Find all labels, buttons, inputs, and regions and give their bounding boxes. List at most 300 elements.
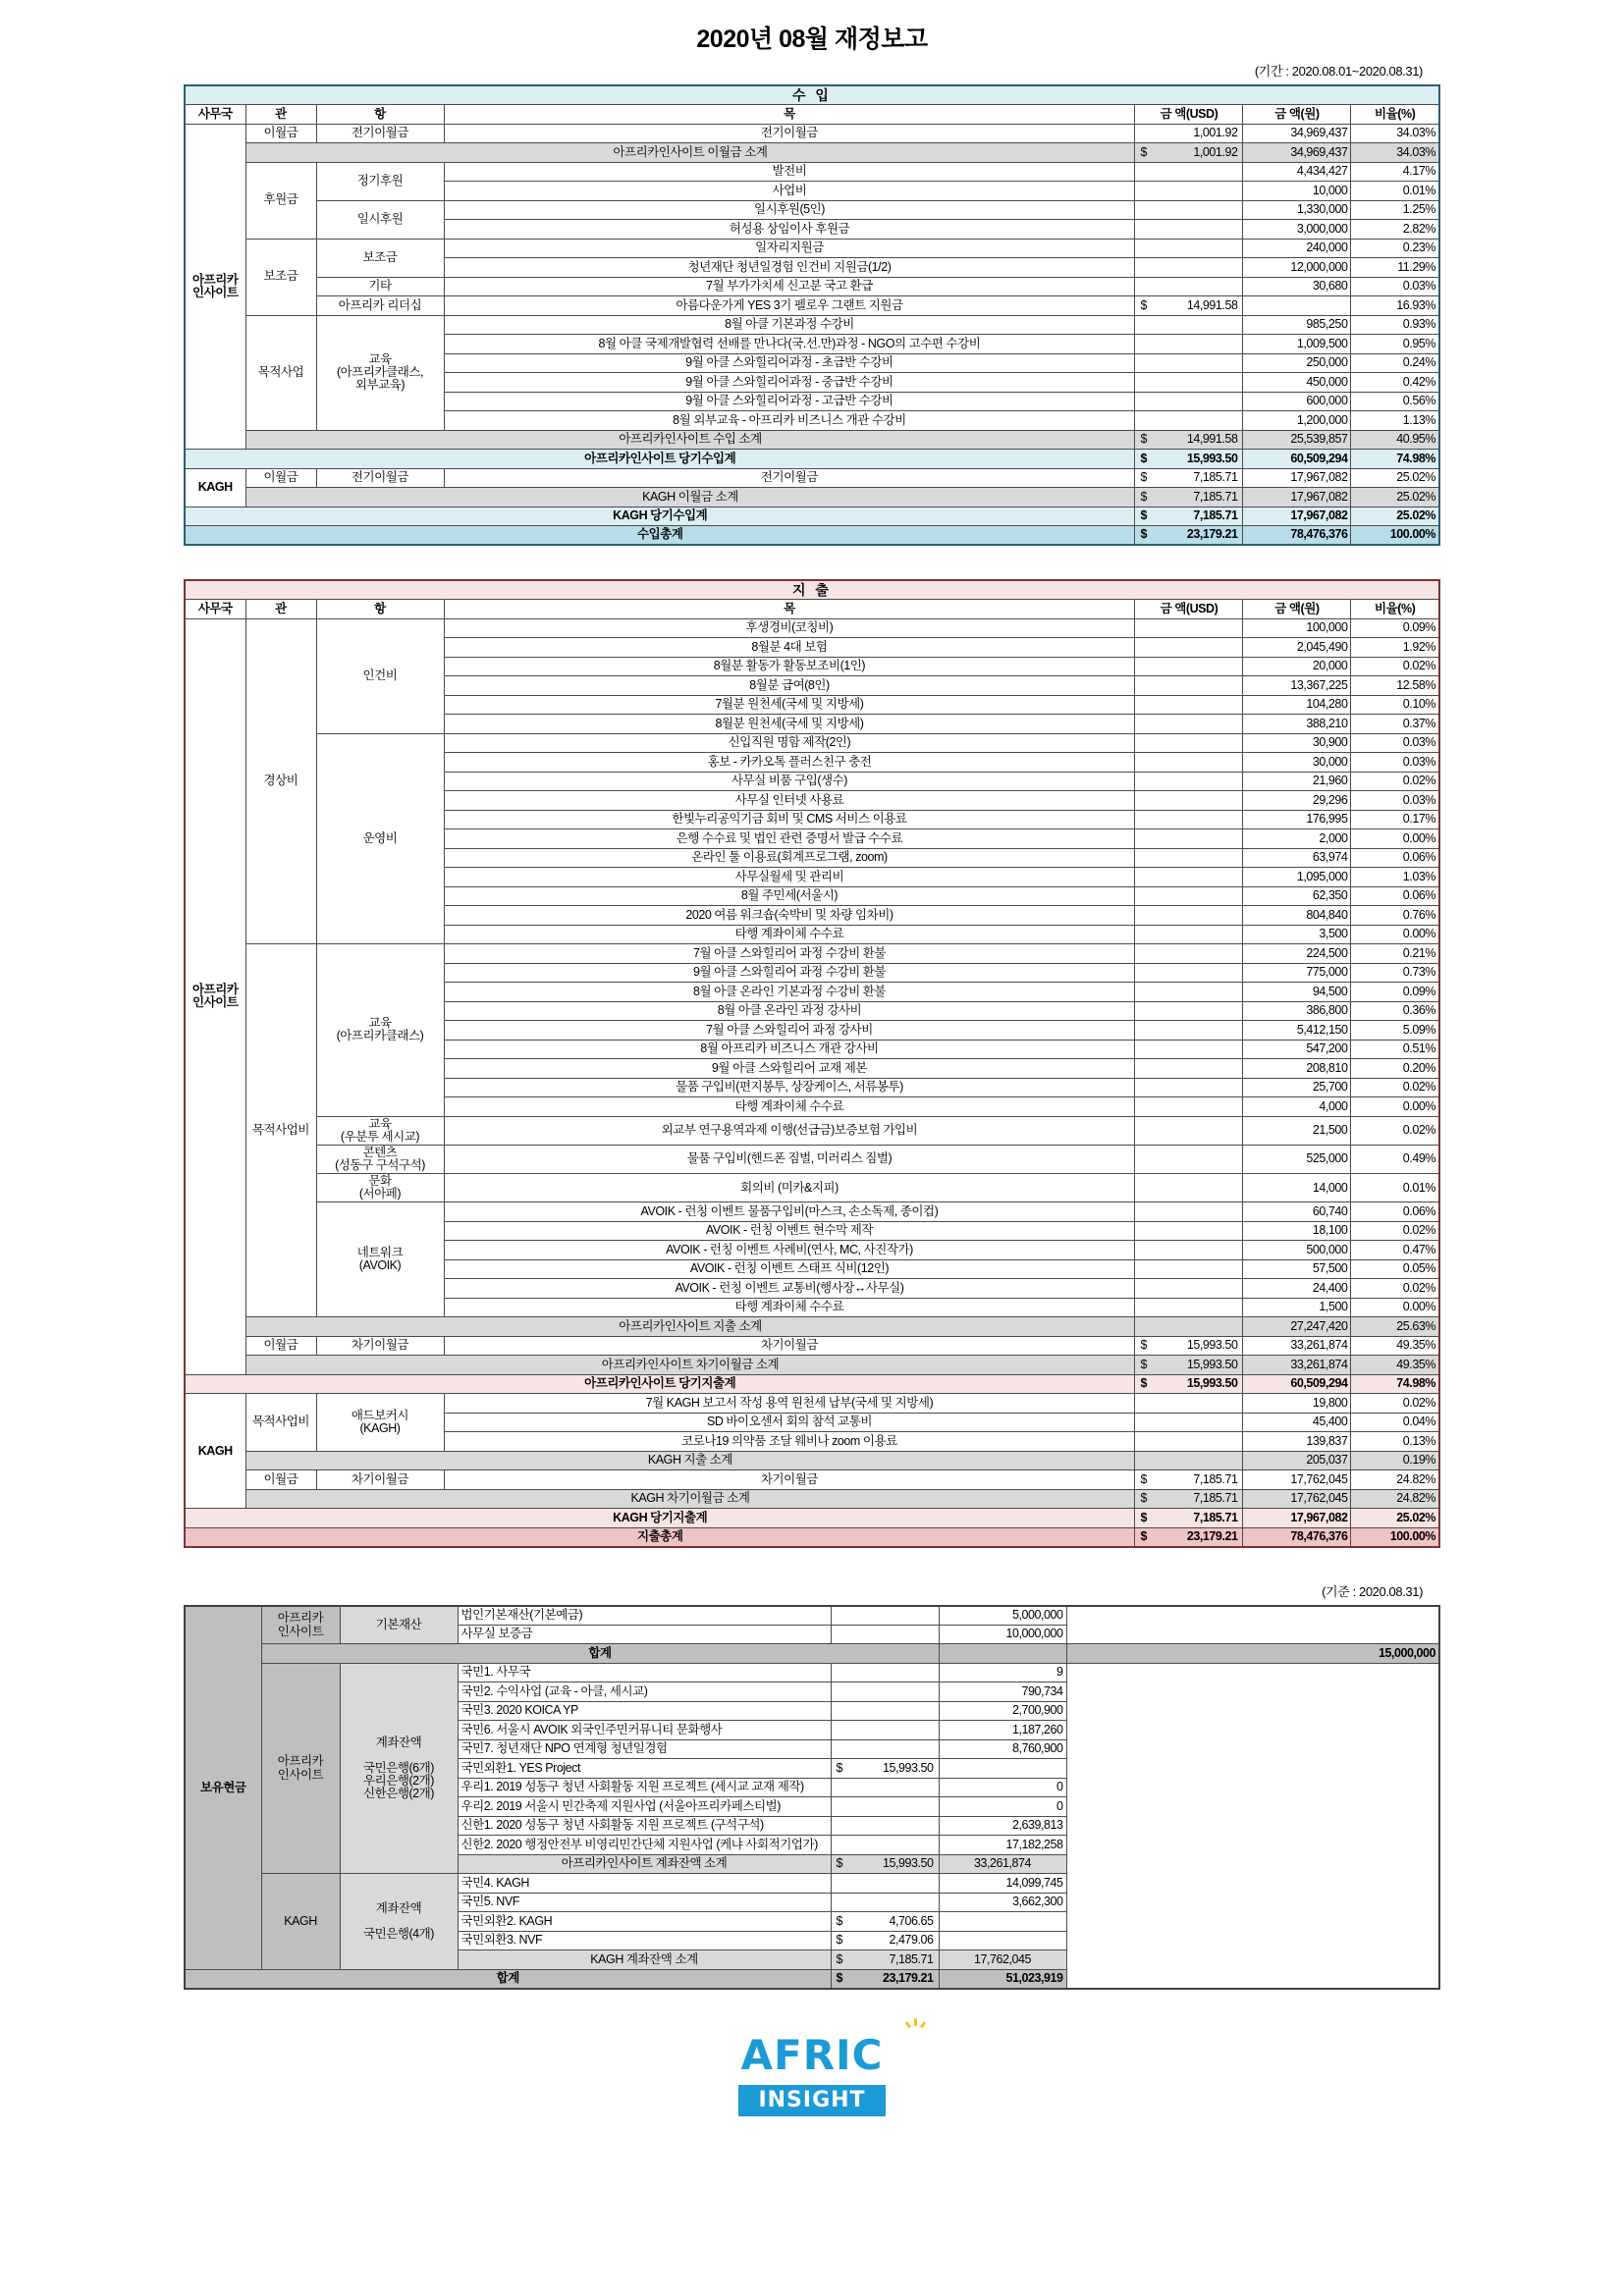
usd-amount-cell [1135,848,1243,868]
assets-basic-total-label: 합계 [261,1644,939,1664]
usd-amount-cell [1135,868,1243,887]
mok-cell: 신입직원 명함 제작(2인) [444,733,1135,753]
col-krw: 금 액(원) [1243,600,1351,619]
gwan-cell: 목적사업비 [245,944,316,1317]
hang-cell: 교육 (아프리카클래스, 외부교육) [316,315,444,430]
ratio-cell: 2.82% [1351,220,1439,240]
ratio-cell: 0.06% [1351,1202,1439,1222]
total-label: 지출총계 [185,1527,1135,1547]
subtotal-krw: 25,539,857 [1243,430,1351,450]
spacer-1 [0,546,1624,579]
mok-cell: 8월 아클 온라인 과정 강사비 [444,1001,1135,1021]
assets-krw: 17,182,258 [939,1836,1066,1855]
ratio-cell: 16.93% [1351,296,1439,316]
ratio-cell: 0.95% [1351,335,1439,354]
krw-amount-cell: 17,762,045 [1243,1470,1351,1490]
hang-cell: 전기이월금 [316,124,444,143]
ratio-cell: 0.06% [1351,886,1439,906]
usd-amount-cell [1135,638,1243,658]
subtotal-label: KAGH 지출 소계 [245,1451,1135,1470]
mok-cell: 타행 계좌이체 수수료 [444,1097,1135,1117]
usd-amount-cell: $ 14,991.58 [1135,296,1243,316]
krw-amount-cell: 5,412,150 [1243,1021,1351,1041]
ratio-cell: 1.13% [1351,411,1439,431]
usd-amount-cell [1135,182,1243,201]
ratio-cell: 5.09% [1351,1021,1439,1041]
krw-amount-cell: 500,000 [1243,1241,1351,1260]
usd-amount-cell [1135,1298,1243,1317]
usd-amount-cell [1135,258,1243,278]
assets-krw: 790,734 [939,1682,1066,1702]
krw-amount-cell: 4,434,427 [1243,162,1351,182]
mok-cell: 8월 주민세(서울시) [444,886,1135,906]
mok-cell: 사무실월세 및 관리비 [444,868,1135,887]
usd-amount-cell [1135,200,1243,220]
gwan-cell: 이월금 [245,1336,316,1356]
ratio-cell: 0.23% [1351,239,1439,258]
ratio-cell: 0.17% [1351,810,1439,829]
krw-amount-cell: 450,000 [1243,373,1351,393]
table-row [185,239,1439,258]
assets-kagh-subtotal-label: KAGH 계좌잔액 소계 [458,1950,831,1970]
col-mok: 목 [444,105,1135,125]
subtotal-pct: 40.95% [1351,430,1439,450]
total-krw: 17,967,082 [1243,1509,1351,1528]
expense-table [184,579,1440,1548]
ratio-cell: 0.56% [1351,392,1439,411]
assets-item-name: 사무실 보증금 [458,1625,831,1644]
assets-usd: $ 4,706.65 [831,1912,939,1932]
mok-cell: 홍보 - 카카오톡 플러스친구 충전 [444,753,1135,773]
mok-cell: 코로나19 의약품 조달 웨비나 zoom 이용료 [444,1432,1135,1452]
hang-cell: 일시후원 [316,200,444,239]
mok-cell: 7월 부가가치세 신고분 국고 환급 [444,277,1135,296]
hang-cell: 기타 [316,277,444,296]
table-row [185,1202,1439,1222]
col-gwan: 관 [245,600,316,619]
logo-subtitle: INSIGHT [738,2085,886,2116]
total-pct: 74.98% [1351,1374,1439,1394]
total-pct: 100.00% [1351,526,1439,546]
mok-cell: 8월 아클 기본과정 수강비 [444,315,1135,335]
office-name-cell: 아프리카 인사이트 [185,618,245,1374]
krw-amount-cell: 14,000 [1243,1174,1351,1202]
assets-table-wrapper [0,1605,1624,1990]
ratio-cell: 0.03% [1351,733,1439,753]
subtotal-krw: 17,762,045 [1243,1489,1351,1509]
mok-cell: 은행 수수료 및 법인 관련 증명서 발급 수수료 [444,829,1135,849]
subtotal-pct: 34.03% [1351,143,1439,163]
usd-amount-cell [1135,1221,1243,1241]
krw-amount-cell: 17,967,082 [1243,468,1351,488]
krw-amount-cell: 34,969,437 [1243,124,1351,143]
subtotal-row [185,143,1439,163]
assets-krw: 0 [939,1778,1066,1797]
assets-row [185,1606,1439,1626]
assets-krw: 9 [939,1663,1066,1682]
mok-cell: 회의비 (미카&지피) [444,1174,1135,1202]
mok-cell: AVOIK - 런칭 이벤트 사례비(연사, MC, 사진작가) [444,1241,1135,1260]
assets-item-name: 우리2. 2019 서울시 민간축제 지원사업 (서울아프리카페스티벌) [458,1797,831,1817]
subtotal-pct: 49.35% [1351,1356,1439,1375]
hang-cell: 문화 (서아페) [316,1174,444,1202]
ratio-cell: 11.29% [1351,258,1439,278]
mok-cell: AVOIK - 런칭 이벤트 교통비(행사장↔사무실) [444,1279,1135,1299]
assets-usd [831,1721,939,1740]
mok-cell: 타행 계좌이체 수수료 [444,1298,1135,1317]
assets-grand-total-label: 합계 [185,1969,831,1989]
assets-usd: $ 2,479.06 [831,1931,939,1950]
mok-cell: AVOIK - 런칭 이벤트 물품구입비(마스크, 손소독제, 종이컵) [444,1202,1135,1222]
assets-item-name: 국민6. 서울시 AVOIK 외국인주민커뮤니티 문화행사 [458,1721,831,1740]
usd-amount-cell [1135,983,1243,1002]
ratio-cell: 0.02% [1351,1078,1439,1097]
ratio-cell: 0.42% [1351,373,1439,393]
mok-cell: AVOIK - 런칭 이벤트 스태프 식비(12인) [444,1259,1135,1279]
assets-basic-total-row [185,1644,1439,1664]
ratio-cell: 0.05% [1351,1259,1439,1279]
ratio-cell: 0.02% [1351,1221,1439,1241]
table-row [185,1394,1439,1414]
ratio-cell: 34.03% [1351,124,1439,143]
assets-krw: 8,760,900 [939,1739,1066,1759]
usd-amount-cell [1135,353,1243,373]
total-krw: 78,476,376 [1243,1527,1351,1547]
base-date-note: (기준 : 2020.08.31) [1322,1583,1423,1599]
hang-cell: 콘텐츠 (성동구 구석구석) [316,1145,444,1173]
subtotal-krw: 205,037 [1243,1451,1351,1470]
assets-usd [831,1778,939,1797]
mok-cell: 차기이월금 [444,1336,1135,1356]
krw-amount-cell: 13,367,225 [1243,676,1351,696]
hang-cell: 전기이월금 [316,468,444,488]
assets-item-name: 신한1. 2020 성동구 청년 사회활동 지원 프로젝트 (구석구석) [458,1816,831,1836]
grand-total-row [185,1527,1439,1547]
usd-amount-cell [1135,906,1243,926]
mok-cell: 외교부 연구용역과제 이행(선급금)보증보험 가입비 [444,1116,1135,1145]
table-row [185,1145,1439,1173]
usd-amount-cell [1135,1145,1243,1173]
assets-krw: 3,662,300 [939,1893,1066,1912]
gwan-cell: 목적사업 [245,315,316,430]
assets-usd [831,1625,939,1644]
ratio-cell: 0.04% [1351,1413,1439,1432]
col-gwan: 관 [245,105,316,125]
krw-amount-cell: 60,740 [1243,1202,1351,1222]
expense-section-title: 지 출 [185,580,1439,600]
krw-amount-cell: 10,000 [1243,182,1351,201]
usd-amount-cell [1135,1202,1243,1222]
usd-amount-cell [1135,695,1243,715]
usd-amount-cell [1135,220,1243,240]
ratio-cell: 0.49% [1351,1145,1439,1173]
ratio-cell: 0.06% [1351,848,1439,868]
table-row [185,468,1439,488]
col-office: 사무국 [185,600,245,619]
section-header-row [185,85,1439,105]
mok-cell: 후생경비(코칭비) [444,618,1135,638]
ratio-cell: 0.00% [1351,1097,1439,1117]
usd-amount-cell [1135,1078,1243,1097]
ratio-cell: 0.02% [1351,772,1439,791]
assets-usd [831,1893,939,1912]
subtotal-krw: 27,247,420 [1243,1317,1351,1337]
assets-item-name: 국민2. 수익사업 (교육 - 아클, 세시교) [458,1682,831,1702]
ratio-cell: 0.47% [1351,1241,1439,1260]
grand-total-row [185,526,1439,546]
assets-ai-subtotal-label: 아프리카인사이트 계좌잔액 소계 [458,1854,831,1874]
subtotal-pct: 25.63% [1351,1317,1439,1337]
mok-cell: 8월분 활동가 활동보조비(1인) [444,657,1135,676]
section-header-row [185,580,1439,600]
total-krw: 17,967,082 [1243,507,1351,526]
usd-amount-cell [1135,1413,1243,1432]
mok-cell: 물품 구입비(편지봉투, 상장케이스, 서류봉투) [444,1078,1135,1097]
usd-amount-cell [1135,791,1243,811]
ratio-cell: 0.51% [1351,1040,1439,1059]
table-row [185,618,1439,638]
ratio-cell: 25.02% [1351,468,1439,488]
krw-amount-cell: 63,974 [1243,848,1351,868]
krw-amount-cell: 62,350 [1243,886,1351,906]
usd-amount-cell [1135,335,1243,354]
krw-amount-cell: 12,000,000 [1243,258,1351,278]
gwan-cell: 보조금 [245,239,316,315]
krw-amount-cell: 1,095,000 [1243,868,1351,887]
ratio-cell: 0.01% [1351,1174,1439,1202]
subtotal-pct: 25.02% [1351,488,1439,507]
ratio-cell: 0.21% [1351,944,1439,964]
ratio-cell: 0.20% [1351,1059,1439,1079]
mok-cell: 한빛누리공익기금 회비 및 CMS 서비스 이용료 [444,810,1135,829]
mok-cell: 9월 아클 스와힐리어과정 - 중급반 수강비 [444,373,1135,393]
assets-category-cell: 보유현금 [185,1606,261,1970]
krw-amount-cell: 804,840 [1243,906,1351,926]
assets-item-name: 국민4. KAGH [458,1874,831,1894]
krw-amount-cell: 2,000 [1243,829,1351,849]
gwan-cell: 이월금 [245,468,316,488]
usd-amount-cell [1135,715,1243,734]
table-row [185,200,1439,220]
ratio-cell: 1.03% [1351,868,1439,887]
assets-grand-total-usd: $ 23,179.21 [831,1969,939,1989]
krw-amount-cell: 104,280 [1243,695,1351,715]
hang-cell: 교육 (우분투 세시교) [316,1116,444,1145]
hang-cell: 정기후원 [316,162,444,200]
krw-amount-cell: 18,100 [1243,1221,1351,1241]
ratio-cell: 0.03% [1351,753,1439,773]
total-label: 수입총계 [185,526,1135,546]
mok-cell: 전기이월금 [444,124,1135,143]
ratio-cell: 0.00% [1351,829,1439,849]
ratio-cell: 1.92% [1351,638,1439,658]
ratio-cell: 4.17% [1351,162,1439,182]
gwan-cell: 이월금 [245,124,316,143]
ratio-cell: 0.24% [1351,353,1439,373]
total-krw: 60,509,294 [1243,450,1351,469]
assets-krw: 0 [939,1797,1066,1817]
total-krw: 78,476,376 [1243,526,1351,546]
total-row [185,1509,1439,1528]
assets-usd [831,1874,939,1894]
subtotal-label: KAGH 이월금 소계 [245,488,1135,507]
krw-amount-cell: 1,500 [1243,1298,1351,1317]
assets-usd: $ 15,993.50 [831,1759,939,1779]
subtotal-row [185,1489,1439,1509]
office-name-cell: KAGH [185,1394,245,1509]
assets-basic-total-krw: 15,000,000 [1066,1644,1439,1664]
usd-amount-cell [1135,1279,1243,1299]
assets-usd [831,1797,939,1817]
col-hang: 항 [316,600,444,619]
krw-amount-cell: 525,000 [1243,1145,1351,1173]
total-row [185,507,1439,526]
krw-amount-cell: 1,200,000 [1243,411,1351,431]
col-pct: 비율(%) [1351,105,1439,125]
col-usd: 금 액(USD) [1135,600,1243,619]
ratio-cell: 0.10% [1351,695,1439,715]
total-usd: $ 15,993.50 [1135,450,1243,469]
col-pct: 비율(%) [1351,600,1439,619]
mok-cell: 사무실 비품 구입(생수) [444,772,1135,791]
ratio-cell: 0.03% [1351,277,1439,296]
total-pct: 25.02% [1351,507,1439,526]
mok-cell: 사업비 [444,182,1135,201]
assets-ai-subtotal-krw: 33,261,874 [939,1854,1066,1874]
krw-amount-cell: 3,000,000 [1243,220,1351,240]
total-label: 아프리카인사이트 당기수입계 [185,450,1135,469]
period-note: (기간 : 2020.08.01~2020.08.31) [1254,64,1423,79]
assets-usd [831,1606,939,1626]
assets-grand-total-row [185,1969,1439,1989]
assets-krw [939,1931,1066,1950]
usd-amount-cell [1135,1116,1243,1145]
table-row [185,315,1439,335]
ratio-cell: 0.00% [1351,925,1439,944]
usd-amount-cell: $ 15,993.50 [1135,1336,1243,1356]
krw-amount-cell: 33,261,874 [1243,1336,1351,1356]
ratio-cell: 0.02% [1351,1116,1439,1145]
usd-amount-cell [1135,925,1243,944]
assets-krw [939,1759,1066,1779]
assets-krw: 2,639,813 [939,1816,1066,1836]
subtotal-label: 아프리카인사이트 차기이월금 소계 [245,1356,1135,1375]
ratio-cell: 49.35% [1351,1336,1439,1356]
logo-spark-icon [903,2018,929,2040]
usd-amount-cell [1135,1174,1243,1202]
krw-amount-cell: 30,000 [1243,753,1351,773]
table-row [185,1336,1439,1356]
usd-amount-cell: $ 7,185.71 [1135,1470,1243,1490]
office-name-cell: KAGH [185,468,245,507]
hang-cell: 아프리카 리더십 [316,296,444,316]
krw-amount-cell: 1,009,500 [1243,335,1351,354]
ratio-cell: 0.09% [1351,983,1439,1002]
usd-amount-cell [1135,1259,1243,1279]
assets-krw: 5,000,000 [939,1606,1066,1626]
usd-amount-cell [1135,733,1243,753]
assets-usd [831,1816,939,1836]
income-table-wrapper [0,84,1624,546]
column-header-row [185,105,1439,125]
usd-amount-cell [1135,1394,1243,1414]
spacer-2 [0,1548,1624,1581]
usd-amount-cell [1135,810,1243,829]
usd-amount-cell [1135,944,1243,964]
assets-kind-cell: 기본재산 [340,1606,458,1644]
assets-krw [939,1912,1066,1932]
assets-krw: 14,099,745 [939,1874,1066,1894]
mok-cell: 일시후원(5인) [444,200,1135,220]
hang-cell: 네트워크 (AVOIK) [316,1202,444,1317]
krw-amount-cell: 24,400 [1243,1279,1351,1299]
gwan-cell: 이월금 [245,1470,316,1490]
total-pct: 25.02% [1351,1509,1439,1528]
krw-amount-cell: 4,000 [1243,1097,1351,1117]
ratio-cell: 12.58% [1351,676,1439,696]
col-office: 사무국 [185,105,245,125]
table-row [185,1174,1439,1202]
mok-cell: SD 바이오센서 회의 참석 교통비 [444,1413,1135,1432]
assets-table [184,1605,1440,1990]
gwan-cell: 경상비 [245,618,316,944]
ratio-cell: 0.09% [1351,618,1439,638]
subtotal-krw: 34,969,437 [1243,143,1351,163]
subtotal-label: 아프리카인사이트 지출 소계 [245,1317,1135,1337]
mok-cell: 사무실 인터넷 사용료 [444,791,1135,811]
krw-amount-cell: 224,500 [1243,944,1351,964]
total-usd: $ 7,185.71 [1135,507,1243,526]
krw-amount-cell: 139,837 [1243,1432,1351,1452]
assets-usd [831,1663,939,1682]
mok-cell: 전기이월금 [444,468,1135,488]
krw-amount-cell: 3,500 [1243,925,1351,944]
mok-cell: 8월 아클 온라인 기본과정 수강비 환불 [444,983,1135,1002]
subtotal-usd: $ 14,991.58 [1135,430,1243,450]
total-row [185,450,1439,469]
mok-cell: 9월 아클 스와힐리어과정 - 초급반 수강비 [444,353,1135,373]
col-krw: 금 액(원) [1243,105,1351,125]
assets-item-name: 국민1. 사무국 [458,1663,831,1682]
assets-usd [831,1836,939,1855]
ratio-cell: 0.93% [1351,315,1439,335]
hang-cell: 인건비 [316,618,444,733]
assets-org-cell: 아프리카 인사이트 [261,1606,340,1644]
mok-cell: 아름다운가게 YES 3기 펠로우 그랜트 지원금 [444,296,1135,316]
total-usd: $ 23,179.21 [1135,526,1243,546]
assets-kagh-subtotal-krw: 17,762,045 [939,1950,1066,1970]
krw-amount-cell: 57,500 [1243,1259,1351,1279]
krw-amount-cell: 94,500 [1243,983,1351,1002]
assets-kagh-subtotal-usd: $ 7,185.71 [831,1950,939,1970]
krw-amount-cell: 547,200 [1243,1040,1351,1059]
usd-amount-cell [1135,1241,1243,1260]
usd-amount-cell [1135,315,1243,335]
usd-amount-cell [1135,657,1243,676]
total-pct: 100.00% [1351,1527,1439,1547]
total-label: KAGH 당기수입계 [185,507,1135,526]
ratio-cell: 0.73% [1351,963,1439,983]
usd-amount-cell [1135,1059,1243,1079]
ratio-cell: 0.76% [1351,906,1439,926]
usd-amount-cell [1135,1097,1243,1117]
assets-krw: 1,187,260 [939,1721,1066,1740]
subtotal-row [185,488,1439,507]
table-row [185,1470,1439,1490]
usd-amount-cell [1135,239,1243,258]
assets-usd [831,1739,939,1759]
krw-amount-cell: 240,000 [1243,239,1351,258]
